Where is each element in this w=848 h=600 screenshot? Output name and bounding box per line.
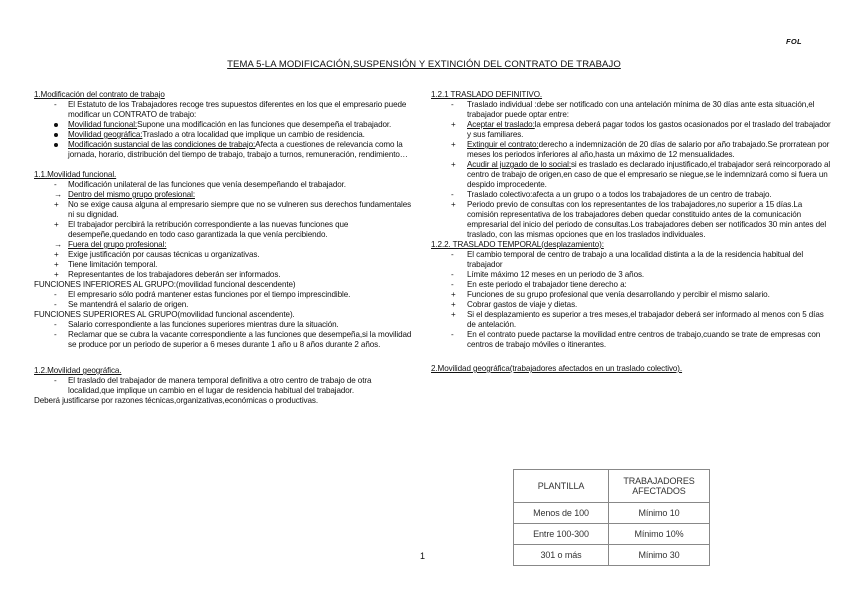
section-heading: 1.2.2. TRASLADO TEMPORAL(desplazamiento): <box>431 240 604 249</box>
table-row <box>514 545 710 566</box>
table-header-cell: TRABAJADORES AFECTADOS <box>609 470 710 503</box>
left-column <box>34 90 416 406</box>
table-header-row <box>514 470 710 503</box>
list-item: - El Estatuto de los Trabajadores recoge tres supuestos diferentes en los que el empresario puede modificar un CONTRATO de trabajo: <box>54 100 407 119</box>
right-column <box>431 90 831 374</box>
subheading: FUNCIONES SUPERIORES AL GRUPO(movilidad funcional ascendente). <box>34 310 295 319</box>
subheading: FUNCIONES INFERIORES AL GRUPO:(movilidad funcional descendente) <box>34 280 296 289</box>
list-item: + Representantes de los trabajadores deberán ser informados. <box>54 270 281 279</box>
table-row <box>514 524 710 545</box>
table-header-cell: PLANTILLA <box>514 470 609 503</box>
section-heading: 1.2.Movilidad geográfica. <box>34 366 122 375</box>
list-item: + Si el desplazamiento es superior a tres meses,el trabajador deberá ser informado al menos con 5 días de antelación. <box>451 310 824 329</box>
list-item: - El traslado del trabajador de manera temporal definitiva a otro centro de trabajo de otra localidad,que implique un cambio en el lugar de residencia habitual del trabajador. <box>54 376 372 395</box>
list-item: - El cambio temporal de centro de trabajo a una localidad distinta a la de la residencia habitual del trabajador <box>451 250 804 269</box>
list-item: Movilidad geográfica:Traslado a otra localidad que implique un cambio de residencia. <box>34 130 416 140</box>
list-item: → Fuera del grupo profesional: <box>54 240 167 249</box>
list-item: - Reclamar que se cubra la vacante correspondiente a las funciones que desempeña,si la movilidad se produce por un periodo de superior a 6 meses durante 1 año u 8 años durante 2 años. <box>54 330 412 349</box>
list-item: + El trabajador percibirá la retribución correspondiente a las nuevas funciones que desempeñe,quedando en todo caso garantizada la que venía percibiendo. <box>54 220 349 239</box>
list-item: - Traslado colectivo:afecta a un grupo o a todos los trabajadores de un centro de trabajo. <box>451 190 772 199</box>
table-cell: Mínimo 10% <box>609 524 710 545</box>
table-cell: Entre 100-300 <box>514 524 609 545</box>
section-heading: 1.Modificación del contrato de trabajo <box>34 90 165 99</box>
table-cell: Menos de 100 <box>514 503 609 524</box>
list-item: + Acudir al juzgado de lo social:si es traslado es declarado injustificado,el trabajador será reincorporado al centro de trabajo de origen,en caso de que el empresario se niegue,se le indemnizará como si fuera un despido improcedente. <box>451 160 831 189</box>
affected-workers-table <box>513 469 710 566</box>
list-item: + No se exige causa alguna al empresario siempre que no se vulneren sus derechos fundamentales ni su dignidad. <box>54 200 412 219</box>
table-cell: Mínimo 30 <box>609 545 710 566</box>
section-heading: 1.2.1 TRASLADO DEFINITIVO. <box>431 90 543 99</box>
section-heading: 2.Movilidad geográfica(trabajadores afectados en un traslado colectivo). <box>431 364 683 373</box>
list-item: + Periodo previo de consultas con los representantes de los trabajadores,no superior a 15 días.La comisión representativa de los trabajadores deben quedar constituido antes de la comunicación empresarial del inicio del periodo de consultas.Los trabajadores deben ser notificados 30 min antes del traslado, con las mismas opciones que en los traslados individuales. <box>451 200 827 239</box>
list-item: - En este periodo el trabajador tiene derecho a: <box>451 280 627 289</box>
list-item: + Aceptar el traslado:la empresa deberá pagar todos los gastos ocasionados por el traslado del trabajador y sus familiares. <box>451 120 831 139</box>
list-item: - Modificación unilateral de las funciones que venía desempeñando el trabajador. <box>54 180 346 189</box>
list-item: + Tiene limitación temporal. <box>54 260 158 269</box>
list-item: - En el contrato puede pactarse la movilidad entre centros de trabajo,cuando se trate de empresas con centros de trabajo móviles o itinerantes. <box>451 330 821 349</box>
list-item: - Salario correspondiente a las funciones superiores mientras dure la situación. <box>54 320 339 329</box>
list-item: → Dentro del mismo grupo profesional: <box>54 190 195 199</box>
list-item: - El empresario sólo podrá mantener estas funciones por el tiempo imprescindible. <box>54 290 351 299</box>
page-number: 1 <box>420 551 425 561</box>
table-cell: 301 o más <box>514 545 609 566</box>
list-item: - Traslado individual :debe ser notificado con una antelación mínima de 30 días ante esta situación,el trabajador puede optar entre: <box>451 100 815 119</box>
list-item: + Extinguir el contrato:derecho a indemnización de 20 días de salario por año trabajado.Se prorratean por meses los periodos inferiores al año,hasta un máximo de 12 mensualidades. <box>451 140 830 159</box>
section-heading: 1.1.Movilidad funcional. <box>34 170 117 179</box>
list-item: Movilidad funcional:Supone una modificación en las funciones que desempeña el trabajador. <box>34 120 416 130</box>
page-title: TEMA 5-LA MODIFICACIÓN,SUSPENSIÓN Y EXTINCIÓN DEL CONTRATO DE TRABAJO <box>227 59 621 70</box>
table-row <box>514 503 710 524</box>
list-item: + Cobrar gastos de viaje y dietas. <box>451 300 578 309</box>
list-item: - Límite máximo 12 meses en un periodo de 3 años. <box>451 270 645 279</box>
list-item: + Funciones de su grupo profesional que venía desarrollando y percibir el mismo salario. <box>451 290 770 299</box>
course-code: FOL <box>786 37 802 46</box>
table-cell: Mínimo 10 <box>609 503 710 524</box>
list-item: Modificación sustancial de las condiciones de trabajo:Afecta a cuestiones de relevancia como la jornada, horario, distribución del tiempo de trabajo, trabajo a turnos, remuneración, rendimiento… <box>34 140 416 160</box>
list-item: - Se mantendrá el salario de origen. <box>54 300 189 309</box>
paragraph: Deberá justificarse por razones técnicas,organizativas,económicas o productivas. <box>34 396 318 405</box>
list-item: + Exige justificación por causas técnicas u organizativas. <box>54 250 260 259</box>
